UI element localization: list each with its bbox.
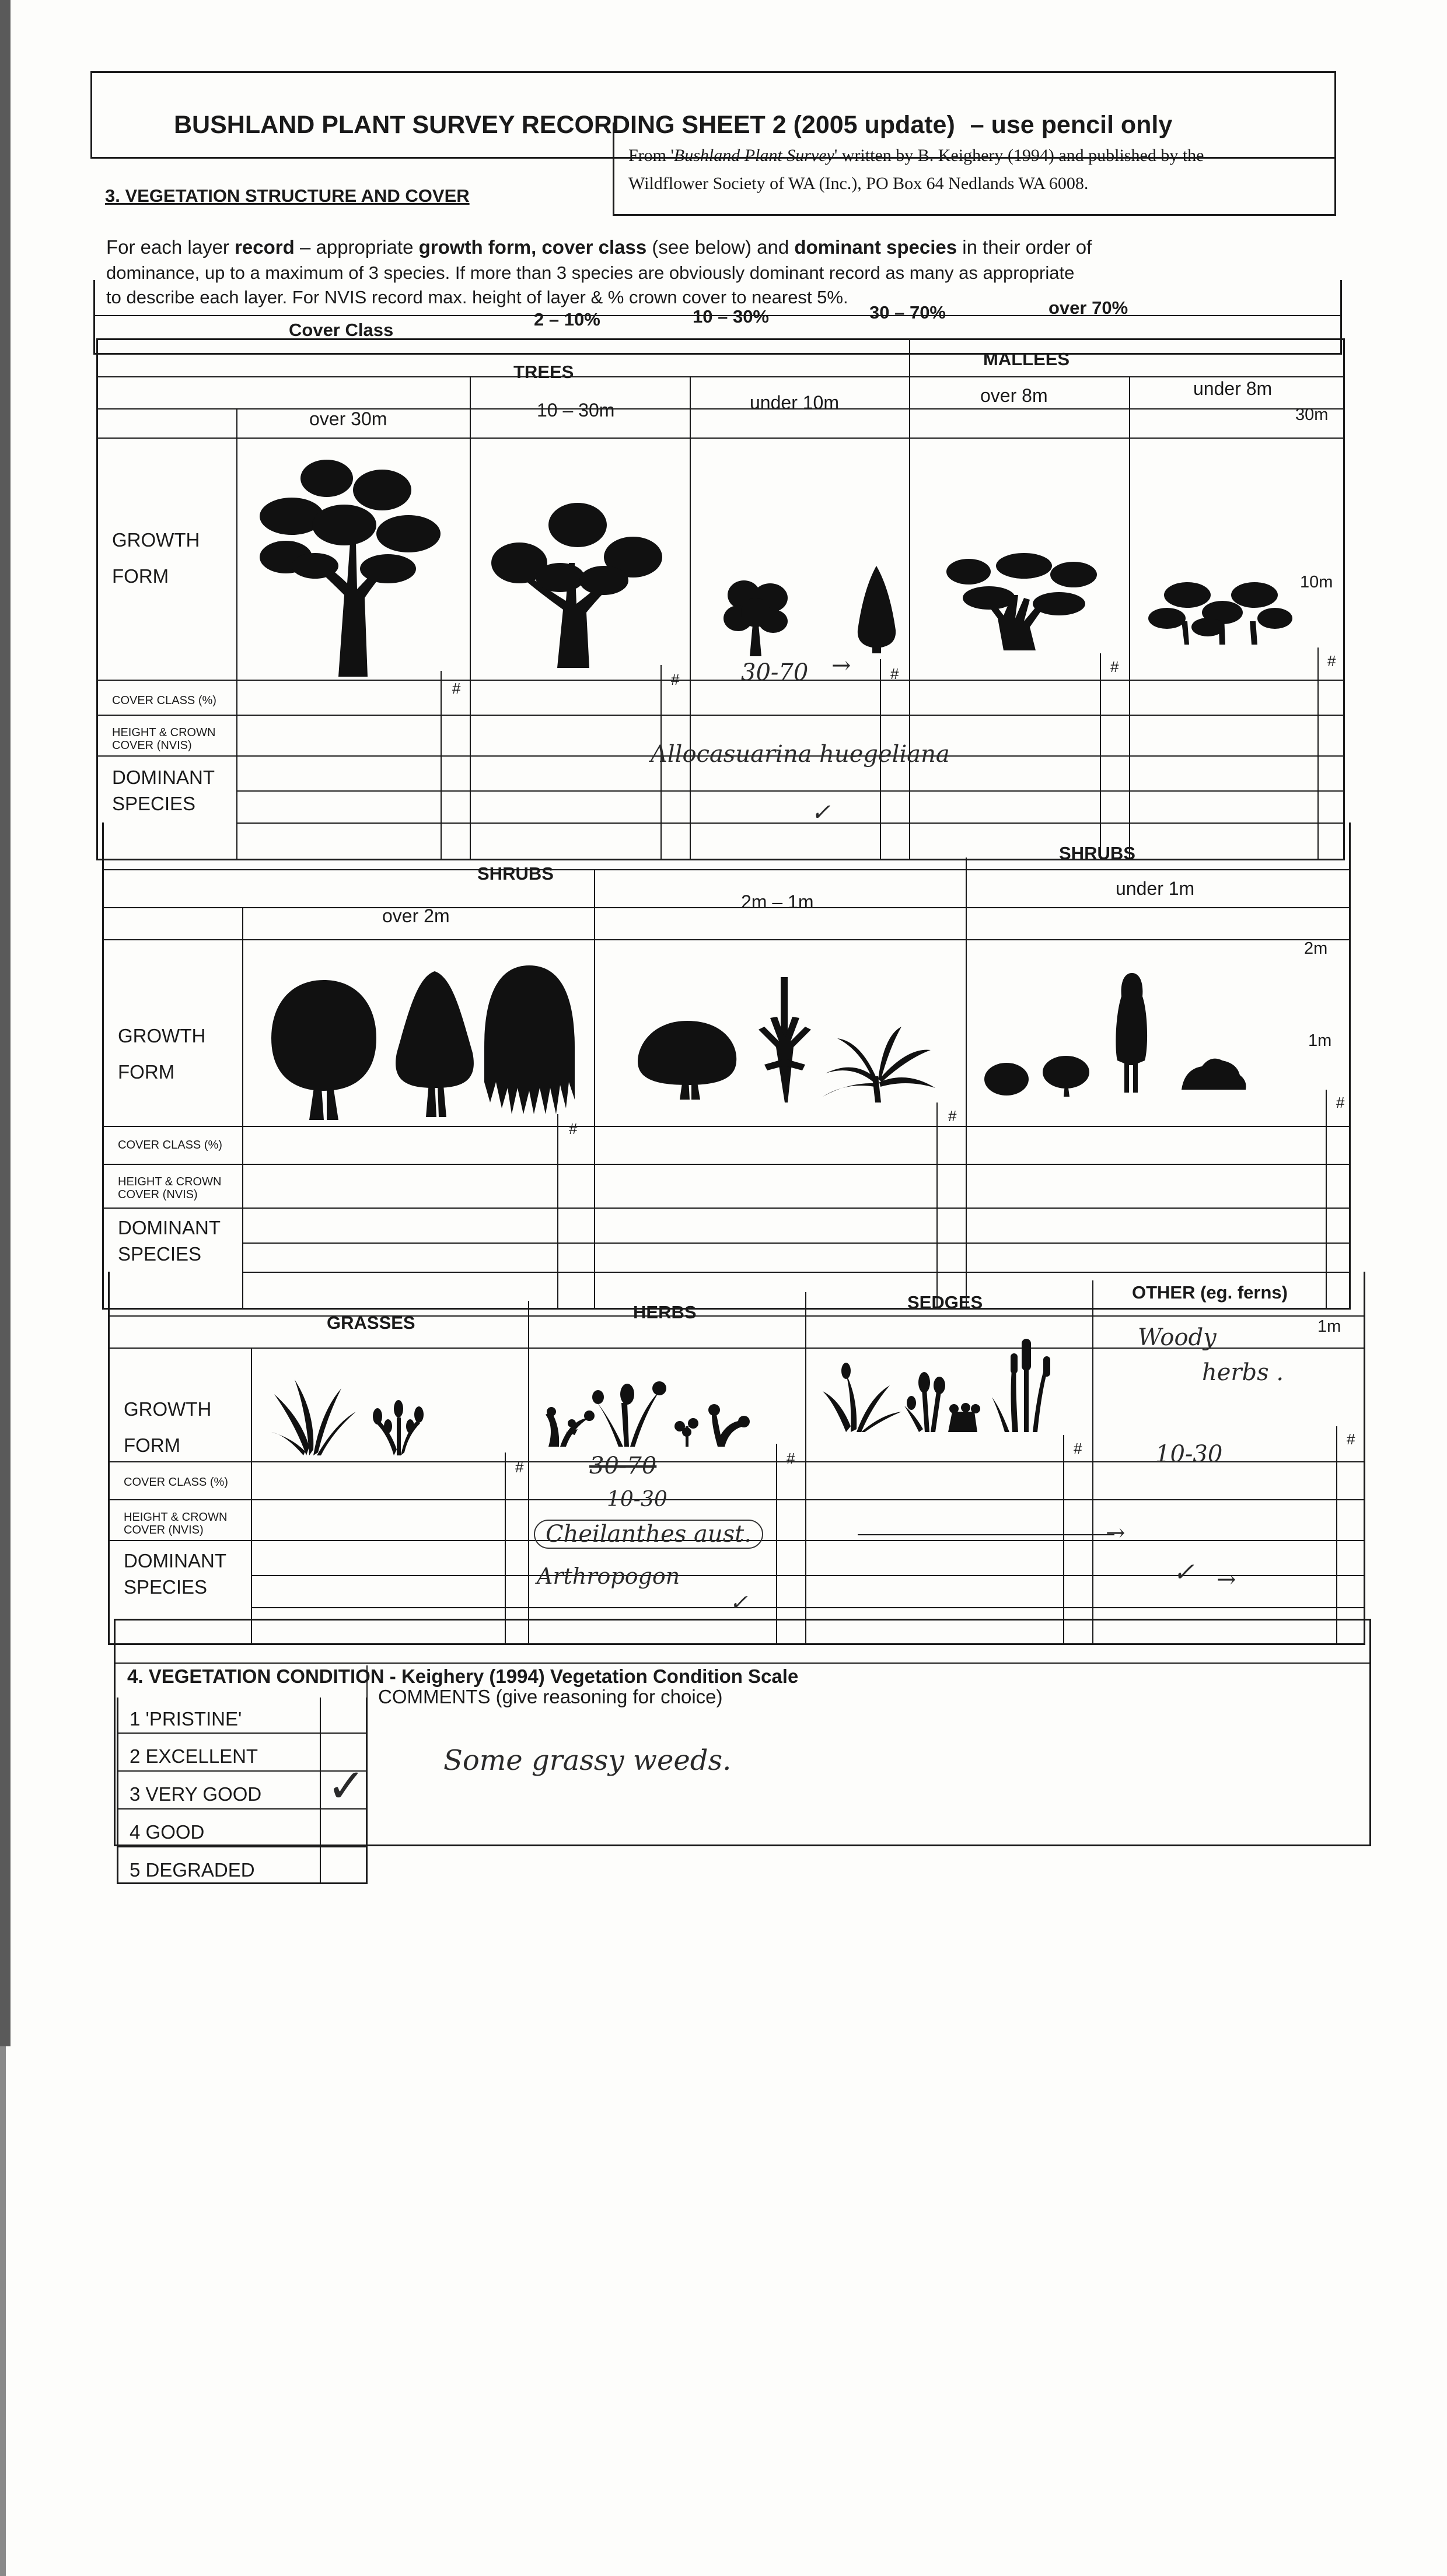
ground-hash-div-1 — [505, 1452, 506, 1645]
shrubs-hash-3: # — [1336, 1094, 1345, 1111]
source-line1 — [628, 146, 1204, 166]
trees-hash-3: # — [890, 665, 899, 682]
cover-class-1: 2 – 10% — [534, 309, 600, 330]
source-box — [613, 123, 1336, 216]
comments-handwriting: Some grassy weeds. — [443, 1744, 732, 1777]
large-shrub-icon — [268, 980, 379, 1120]
instr-1g: in their order of — [957, 236, 1092, 258]
cover-class-4: over 70% — [1048, 298, 1128, 318]
ground-cover-class-label: COVER CLASS (%) — [124, 1476, 228, 1489]
ground-label-divider — [251, 1348, 252, 1645]
instr-1f: dominant species — [794, 236, 957, 258]
other-hand-cover: 10-30 — [1155, 1441, 1223, 1468]
shrubs-growth-form-label — [118, 1018, 205, 1090]
upright-small-shrub-icon — [1114, 973, 1149, 1093]
ground-height-crown-label — [124, 1511, 227, 1536]
ground-row-height — [108, 1499, 1365, 1500]
ground-col-other: OTHER (eg. ferns) — [1132, 1282, 1288, 1303]
shrubs-col-over2: over 2m — [382, 905, 450, 926]
shrubs-row-cover — [102, 1126, 1351, 1127]
condition-heading: 4. VEGETATION CONDITION - Keighery (1994) Vegetation Condition Scale — [127, 1665, 799, 1687]
shrubs-col-2-1: 2m – 1m — [741, 891, 814, 912]
ground-hash-2: # — [787, 1450, 795, 1467]
height-crown-line1: HEIGHT & CROWN — [118, 1175, 222, 1188]
shrubs-dominant-species-label — [118, 1214, 221, 1267]
trees-label-divider — [236, 408, 237, 860]
growth-word: GROWTH — [112, 529, 200, 551]
cycad-shrub-icon — [820, 1024, 936, 1102]
low-shrub-icon-1 — [983, 1062, 1030, 1097]
shrubs-col-under1: under 1m — [1116, 878, 1195, 899]
ground-growth-form-label — [124, 1391, 211, 1464]
condition-very-good[interactable]: 3 VERY GOOD — [130, 1783, 262, 1805]
trees-scale-30m: 30m — [1295, 405, 1329, 424]
instr-1d: growth form, cover class — [418, 236, 647, 258]
trees-dominant-species-label — [112, 764, 215, 817]
trees-div-4 — [1129, 376, 1130, 860]
conifer-tree-icon — [855, 566, 899, 653]
ground-hash-3: # — [1074, 1440, 1082, 1457]
condition-comments-divider — [366, 1665, 368, 1884]
herbs-species1-text: Cheilanthes aust. — [546, 1521, 752, 1548]
form-word: FORM — [124, 1434, 181, 1456]
species-word: SPECIES — [118, 1243, 202, 1265]
trees-col-under10: under 10m — [750, 392, 839, 413]
low-shrub-icon-2 — [1041, 1055, 1091, 1097]
shrubs-row-species — [102, 1208, 1351, 1209]
ground-hash-div-2 — [776, 1444, 777, 1645]
ground-col-herbs: HERBS — [633, 1302, 697, 1322]
condition-excellent[interactable]: 2 EXCELLENT — [130, 1745, 258, 1767]
condition-head-line — [114, 1662, 1371, 1664]
height-crown-line1: HEIGHT & CROWN — [124, 1511, 228, 1524]
trees-hash-1: # — [452, 680, 461, 697]
growth-word: GROWTH — [124, 1398, 212, 1420]
shrubs-label-divider — [242, 907, 243, 1310]
instr-1b: record — [235, 236, 295, 258]
cover-class-3: 30 – 70% — [869, 302, 946, 323]
mallees-col-over8: over 8m — [980, 385, 1048, 406]
trees-div-1 — [470, 376, 471, 860]
sedges-icon — [823, 1327, 1062, 1432]
height-crown-line1: HEIGHT & CROWN — [112, 726, 216, 739]
source-rest: ' written by B. Keighery (1994) and published by the — [834, 146, 1204, 165]
instr-1c: – appropriate — [294, 236, 419, 258]
trees-col-10-30: 10 – 30m — [537, 400, 615, 421]
ground-hash-4: # — [1347, 1430, 1355, 1448]
source-title: Bushland Plant Survey — [673, 146, 834, 165]
title-suffix: – use pencil only — [970, 111, 1173, 139]
shrubs-hash-2: # — [948, 1107, 957, 1125]
trees-group-line — [96, 376, 1345, 377]
trees-hand-species: Allocasuarina huegeliana — [651, 741, 950, 768]
herbs-hand-height: 10-30 — [607, 1488, 667, 1511]
shrubs-cover-class-label: COVER CLASS (%) — [118, 1139, 222, 1152]
cond-row-4 — [117, 1846, 368, 1847]
growth-word: GROWTH — [118, 1025, 206, 1046]
herbs-species-arrow-line — [858, 1534, 1114, 1535]
trees-height-crown-label — [112, 726, 215, 752]
trees-hand-cover-arrow: → — [831, 652, 851, 679]
prostrate-shrub-icon — [1179, 1055, 1249, 1090]
trees-div-2 — [690, 376, 691, 860]
mallee-under8-icon — [1149, 580, 1289, 645]
trees-div-3 — [909, 338, 910, 860]
trees-cover-class-label: COVER CLASS (%) — [112, 694, 216, 707]
round-shrub-icon — [636, 1021, 738, 1100]
cover-class-2: 10 – 30% — [693, 306, 769, 327]
ground-hash-div-4 — [1336, 1426, 1337, 1645]
shrubs-head-line — [102, 939, 1351, 940]
very-good-checkmark: ✓ — [327, 1759, 366, 1813]
shrubs-div-2 — [966, 858, 967, 1310]
seeding-grass-icon — [371, 1400, 423, 1455]
other-hand-line2: herbs . — [1202, 1359, 1284, 1386]
herbs-icon — [543, 1374, 761, 1447]
tussock-grass-icon — [271, 1377, 356, 1455]
shrubs-scale-2m: 2m — [1304, 939, 1328, 958]
ground-row-species2 — [251, 1575, 1365, 1576]
trees-hash-2: # — [671, 671, 680, 688]
ground-head-line — [108, 1315, 1365, 1317]
species-word: SPECIES — [112, 793, 196, 814]
tall-shrub-icon — [391, 971, 478, 1117]
height-crown-line2: COVER (NVIS) — [124, 1524, 204, 1536]
shrubs-row-species2 — [242, 1242, 1351, 1244]
other-hand-line1: Woody — [1138, 1324, 1217, 1351]
mallees-group-label: MALLEES — [983, 349, 1070, 369]
instruction-line1 — [106, 236, 1092, 258]
herbs-species-arrow-head: → — [1106, 1520, 1126, 1546]
shrubs-row-height — [102, 1164, 1351, 1165]
herbs-hand-species1 — [534, 1520, 763, 1549]
herbs-hand-cover: 30-70 — [589, 1452, 657, 1479]
other-hand-tick: ✓ — [1173, 1558, 1194, 1587]
trees-hand-tick: ✓ — [811, 799, 831, 826]
shrubs-group-right: SHRUBS — [1059, 843, 1135, 863]
herbs-hand-species2: Arthropogon — [537, 1563, 680, 1589]
scan-edge-left — [0, 0, 11, 2046]
mallee-over8-icon — [945, 554, 1097, 650]
instr-1e: (see below) and — [646, 236, 795, 258]
trees-growth-form-label — [112, 522, 200, 594]
trees-row-cover — [96, 680, 1345, 681]
height-crown-line2: COVER (NVIS) — [118, 1188, 198, 1201]
ground-div-1 — [528, 1301, 529, 1645]
herbs-hand-tick: ✓ — [729, 1590, 748, 1615]
condition-check-divider — [320, 1698, 321, 1884]
ground-div-3 — [1092, 1280, 1093, 1645]
other-hand-arrow: → — [1217, 1566, 1236, 1593]
trees-hand-cover: 30-70 — [741, 659, 809, 686]
ground-hash-div-3 — [1063, 1435, 1064, 1645]
dominant-word: DOMINANT — [112, 766, 215, 788]
condition-good[interactable]: 4 GOOD — [130, 1821, 205, 1843]
instruction-line3: to describe each layer. For NVIS record max. height of layer & % crown cover to nearest 5%. — [106, 287, 848, 307]
source-line2: Wildflower Society of WA (Inc.), PO Box 64 Nedlands WA 6008. — [628, 174, 1089, 193]
small-tree-icon — [721, 578, 791, 656]
scan-edge-right — [0, 2046, 6, 2576]
trees-row-height — [96, 715, 1345, 716]
condition-degraded[interactable]: 5 DEGRADED — [130, 1859, 255, 1881]
ground-col-sedges: SEDGES — [907, 1292, 983, 1312]
ground-col-grasses: GRASSES — [327, 1312, 415, 1333]
shrubs-scale-1m: 1m — [1308, 1031, 1332, 1050]
ground-hash-1: # — [515, 1458, 524, 1476]
instruction-line2: dominance, up to a maximum of 3 species. If more than 3 species are obviously dominant record as many as appropriate — [106, 262, 1075, 283]
section3-heading: 3. VEGETATION STRUCTURE AND COVER — [105, 186, 470, 206]
shrubs-group-line — [102, 869, 1351, 870]
ground-div-2 — [805, 1292, 806, 1645]
dominant-word: DOMINANT — [118, 1217, 221, 1238]
form-word: FORM — [112, 565, 169, 587]
species-word: SPECIES — [124, 1576, 208, 1598]
trees-col-line — [96, 408, 1345, 410]
tall-tree-icon — [251, 455, 449, 677]
ground-dominant-species-label — [124, 1548, 226, 1600]
shrubs-hash-1: # — [569, 1120, 578, 1138]
trees-group-label: TREES — [513, 362, 574, 382]
comments-label: COMMENTS (give reasoning for choice) — [378, 1686, 723, 1707]
dominant-word: DOMINANT — [124, 1550, 226, 1572]
trees-hash-4: # — [1110, 658, 1119, 676]
grass-tree-icon — [753, 977, 817, 1102]
trees-head-line — [96, 438, 1345, 439]
shrubs-col-line — [102, 907, 1351, 908]
title-main: BUSHLAND PLANT SURVEY RECORDING SHEET 2 (2005 update) — [174, 111, 955, 139]
trees-col-over30: over 30m — [309, 408, 387, 429]
medium-tree-icon — [490, 499, 665, 668]
form-word: FORM — [118, 1061, 175, 1083]
trees-scale-10m: 10m — [1300, 573, 1333, 592]
ground-row-species3 — [251, 1607, 1365, 1608]
trees-row-species2 — [236, 790, 1345, 792]
shrubs-height-crown-label — [118, 1175, 221, 1201]
shrubs-group-left: SHRUBS — [477, 863, 554, 884]
cond-row-1 — [117, 1732, 368, 1734]
source-prefix: From ' — [628, 146, 674, 165]
cover-class-label: Cover Class — [289, 320, 394, 340]
weeping-shrub-icon — [481, 965, 578, 1114]
condition-pristine[interactable]: 1 'PRISTINE' — [130, 1708, 242, 1730]
trees-hash-5: # — [1327, 652, 1336, 670]
instr-1a: For each layer — [106, 236, 235, 258]
mallees-col-under8: under 8m — [1193, 378, 1273, 399]
ground-scale-1m: 1m — [1317, 1317, 1341, 1336]
height-crown-line2: COVER (NVIS) — [112, 739, 192, 752]
